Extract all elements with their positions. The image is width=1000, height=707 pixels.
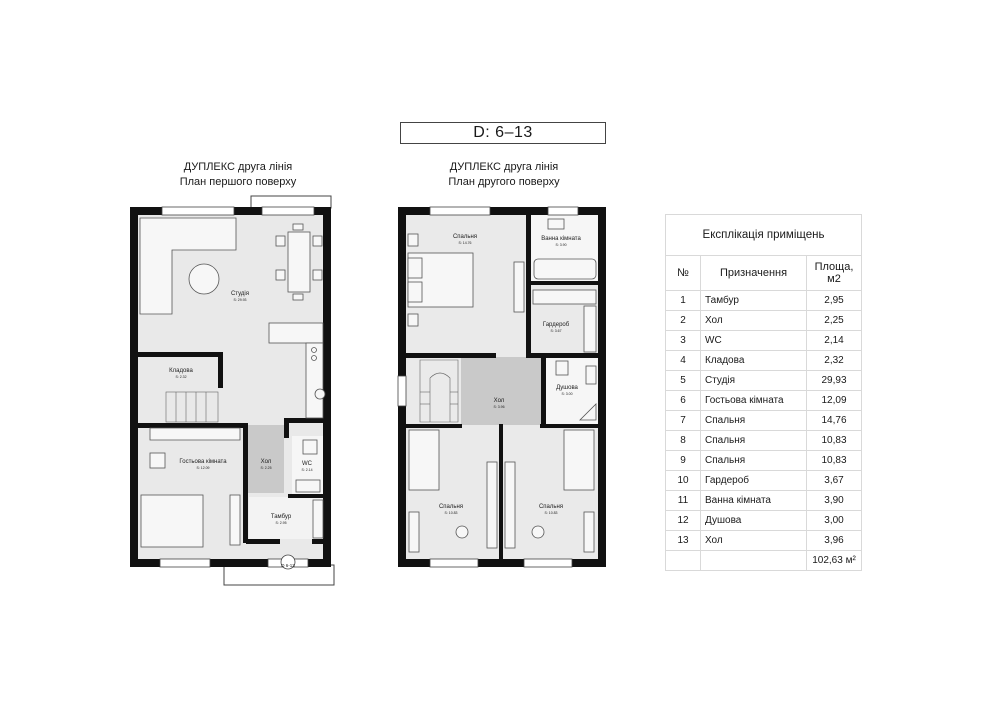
guest-area: S: 12.09 [196, 466, 210, 470]
row-number: 8 [666, 431, 701, 451]
wall [312, 539, 323, 544]
nightstand [408, 234, 418, 246]
apartment-code: D: 6–13 [400, 122, 606, 144]
total-empty-cell [666, 551, 701, 571]
dining-table [288, 232, 310, 292]
explication-header-row [666, 256, 862, 291]
wall [288, 494, 323, 498]
hall2-name: Хол [493, 398, 505, 404]
wall [398, 559, 606, 567]
row-number: 5 [666, 371, 701, 391]
row-area: 10,83 [807, 431, 862, 451]
table-row [666, 331, 862, 351]
table-row [666, 511, 862, 531]
row-purpose: Спальня [701, 431, 807, 451]
wall [138, 423, 248, 428]
floor2-plan [398, 207, 606, 567]
row-area: 10,83 [807, 451, 862, 471]
hall2-area: S: 3.96 [493, 405, 505, 409]
row-area: 2,25 [807, 311, 862, 331]
table-row [666, 451, 862, 471]
floor1-top-balcony [251, 196, 331, 208]
vestibule-name: Тамбур [270, 514, 292, 520]
bedroom-left-area: S: 10.83 [444, 511, 458, 515]
row-purpose: Хол [701, 311, 807, 331]
wall [284, 418, 323, 423]
bedroom-top-area: S: 14.76 [458, 241, 472, 245]
hall1-area: S: 2.25 [260, 466, 272, 470]
window [524, 559, 572, 567]
stove-burner [312, 348, 317, 353]
wall [243, 423, 248, 543]
nightstand [408, 314, 418, 326]
row-area: 3,96 [807, 531, 862, 551]
pillow [408, 282, 422, 302]
wall [526, 215, 531, 357]
row-area: 3,90 [807, 491, 862, 511]
toilet [556, 361, 568, 375]
row-number: 13 [666, 531, 701, 551]
row-number: 10 [666, 471, 701, 491]
shower-name: Душова [556, 385, 578, 391]
chair [313, 236, 322, 246]
wardrobe-name: Гардероб [542, 322, 570, 328]
bathtub [534, 259, 596, 279]
wall [130, 207, 138, 567]
dresser [514, 262, 524, 312]
explication-caption: Експлікація приміщень [666, 215, 862, 256]
guest-name: Гостьова кімната [179, 459, 227, 465]
bedroom-right-name: Спальня [538, 504, 564, 510]
row-number: 1 [666, 291, 701, 311]
wc-area: S: 2.14 [301, 468, 313, 472]
bed [141, 495, 203, 547]
floor1-entrance-porch [224, 565, 334, 585]
armchair [150, 453, 165, 468]
wall [323, 207, 331, 567]
table-row [666, 371, 862, 391]
wall [541, 358, 546, 428]
row-number: 2 [666, 311, 701, 331]
row-purpose: Спальня [701, 411, 807, 431]
bath-sink [548, 219, 564, 229]
chair [293, 224, 303, 230]
row-purpose: Кладова [701, 351, 807, 371]
row-area: 2,14 [807, 331, 862, 351]
single-bed-left [409, 430, 439, 490]
kitchen-counter [269, 323, 323, 343]
wall [406, 424, 462, 428]
row-area: 29,93 [807, 371, 862, 391]
shelf-left [409, 512, 419, 552]
wall [540, 424, 598, 428]
row-purpose: Гардероб [701, 471, 807, 491]
toilet [303, 440, 317, 454]
explication-table [665, 214, 862, 571]
studio-name: Студія [230, 291, 250, 297]
studio-area: S: 29.93 [233, 298, 247, 302]
pillow [408, 258, 422, 278]
row-number: 6 [666, 391, 701, 411]
table-row [666, 291, 862, 311]
wall [246, 539, 280, 544]
bedroom-top-name: Спальня [452, 234, 478, 240]
row-purpose: Хол [701, 531, 807, 551]
bedroom-left-name: Спальня [438, 504, 464, 510]
table-row [666, 351, 862, 371]
entrance-code: D 6-13 [281, 563, 295, 568]
desk-left [487, 462, 497, 548]
floor2-title-line2: План другого поверху [448, 176, 560, 188]
shelf [230, 495, 240, 545]
wc-name: WC [302, 461, 312, 467]
table-row [666, 411, 862, 431]
chair [293, 294, 303, 300]
single-bed-right [564, 430, 594, 490]
shower-sink [586, 366, 596, 384]
window [162, 207, 234, 215]
bedroom-right-area: S: 10.83 [544, 511, 558, 515]
stove-burner [312, 356, 317, 361]
sink [315, 389, 325, 399]
wall [218, 352, 223, 388]
table-row [666, 391, 862, 411]
chair-left [456, 526, 468, 538]
row-area: 3,67 [807, 471, 862, 491]
row-number: 9 [666, 451, 701, 471]
row-area: 12,09 [807, 391, 862, 411]
wall [284, 418, 289, 438]
shoe-rack [313, 500, 323, 538]
desk-right [505, 462, 515, 548]
row-purpose: Тамбур [701, 291, 807, 311]
table-row [666, 431, 862, 451]
window [398, 376, 406, 406]
row-purpose: Душова [701, 511, 807, 531]
chair [276, 236, 285, 246]
shower-area: S: 3.00 [561, 392, 573, 396]
chair-right [532, 526, 544, 538]
vestibule-area: S: 2.95 [275, 521, 287, 525]
table-row [666, 491, 862, 511]
row-number: 7 [666, 411, 701, 431]
row-purpose: Спальня [701, 451, 807, 471]
chair [313, 270, 322, 280]
floor2-hall-floor [461, 357, 545, 425]
wall [598, 207, 606, 567]
header-number: № [666, 256, 701, 291]
header-purpose: Призначення [701, 256, 807, 291]
row-number: 11 [666, 491, 701, 511]
table-row [666, 311, 862, 331]
floor1-title-line1: ДУПЛЕКС друга лінія [183, 161, 293, 173]
table-row [666, 531, 862, 551]
row-purpose: WC [701, 331, 807, 351]
hall1-name: Хол [260, 459, 272, 465]
kitchen-counter-side [306, 343, 323, 418]
row-number: 4 [666, 351, 701, 371]
wardrobe-area: S: 3.67 [550, 329, 562, 333]
chair [276, 270, 285, 280]
row-purpose: Ванна кімната [701, 491, 807, 511]
wardrobe-side [584, 306, 596, 352]
wall [526, 353, 598, 358]
row-number: 3 [666, 331, 701, 351]
window [548, 207, 578, 215]
floor1-title-line2: План першого поверху [179, 176, 297, 188]
wall [138, 352, 222, 357]
storage-name: Кладова [169, 368, 193, 374]
floor1-plan [130, 196, 334, 585]
header-area: Площа, м2 [807, 256, 862, 291]
total-area: 102,63 м² [807, 551, 862, 571]
row-number: 12 [666, 511, 701, 531]
row-purpose: Студія [701, 371, 807, 391]
explication-body [666, 291, 862, 551]
row-area: 2,95 [807, 291, 862, 311]
floor2-title-line1: ДУПЛЕКС друга лінія [449, 161, 559, 173]
row-area: 2,32 [807, 351, 862, 371]
explication-total-row [666, 551, 862, 571]
window [430, 207, 490, 215]
total-empty-cell [701, 551, 807, 571]
storage-area: S: 2.32 [175, 375, 187, 379]
window [430, 559, 478, 567]
bath-name: Ванна кімната [541, 236, 581, 242]
window [262, 207, 314, 215]
window [160, 559, 210, 567]
wall [406, 353, 496, 358]
wardrobe-rail [533, 290, 596, 304]
shelf-right [584, 512, 594, 552]
round-table [189, 264, 219, 294]
washbasin [296, 480, 320, 492]
row-area: 3,00 [807, 511, 862, 531]
wardrobe [150, 428, 240, 440]
bath-area: S: 3.90 [555, 243, 567, 247]
table-row [666, 471, 862, 491]
wall [531, 281, 598, 285]
row-purpose: Гостьова кімната [701, 391, 807, 411]
wall [499, 424, 503, 559]
row-area: 14,76 [807, 411, 862, 431]
